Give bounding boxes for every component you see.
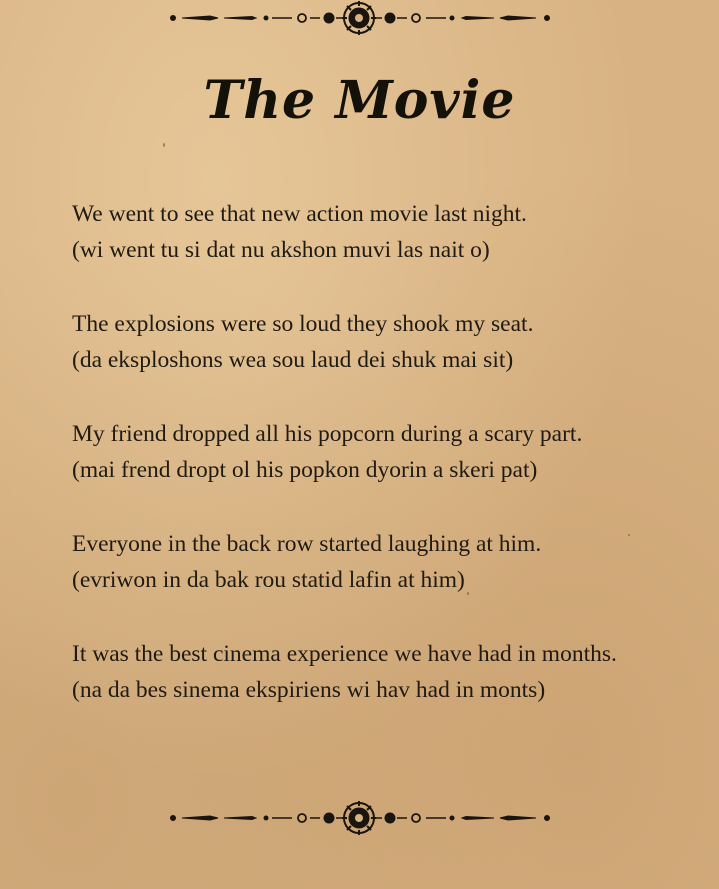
stanza-5 bbox=[72, 636, 712, 708]
stanza-1 bbox=[72, 196, 712, 268]
english-line: It was the best cinema experience we have had in months. bbox=[72, 641, 617, 667]
paper-speck bbox=[467, 592, 469, 595]
pronunciation-line: (mai frend dropt ol his popkon dyorin a skeri pat) bbox=[72, 457, 538, 483]
verse-list bbox=[72, 196, 712, 746]
page-title: The Movie bbox=[203, 70, 516, 131]
english-line: We went to see that new action movie last night. bbox=[72, 201, 527, 227]
pronunciation-line: (wi went tu si dat nu akshon muvi las nait o) bbox=[72, 237, 490, 263]
paper-speck bbox=[163, 143, 165, 147]
top-ornament-divider bbox=[0, 0, 719, 40]
stanza-2 bbox=[72, 306, 712, 378]
english-line: My friend dropped all his popcorn during a scary part. bbox=[72, 421, 583, 447]
stanza-4 bbox=[72, 526, 712, 598]
english-line: The explosions were so loud they shook my seat. bbox=[72, 311, 534, 337]
bottom-ornament-divider bbox=[0, 798, 719, 838]
stanza-3 bbox=[72, 416, 712, 488]
english-line: Everyone in the back row started laughing at him. bbox=[72, 531, 542, 557]
paper-speck bbox=[628, 534, 630, 536]
pronunciation-line: (na da bes sinema ekspiriens wi hav had in monts) bbox=[72, 677, 546, 703]
pronunciation-line: (evriwon in da bak rou statid lafin at him) bbox=[72, 567, 465, 593]
pronunciation-line: (da eksploshons wea sou laud dei shuk mai sit) bbox=[72, 347, 514, 373]
